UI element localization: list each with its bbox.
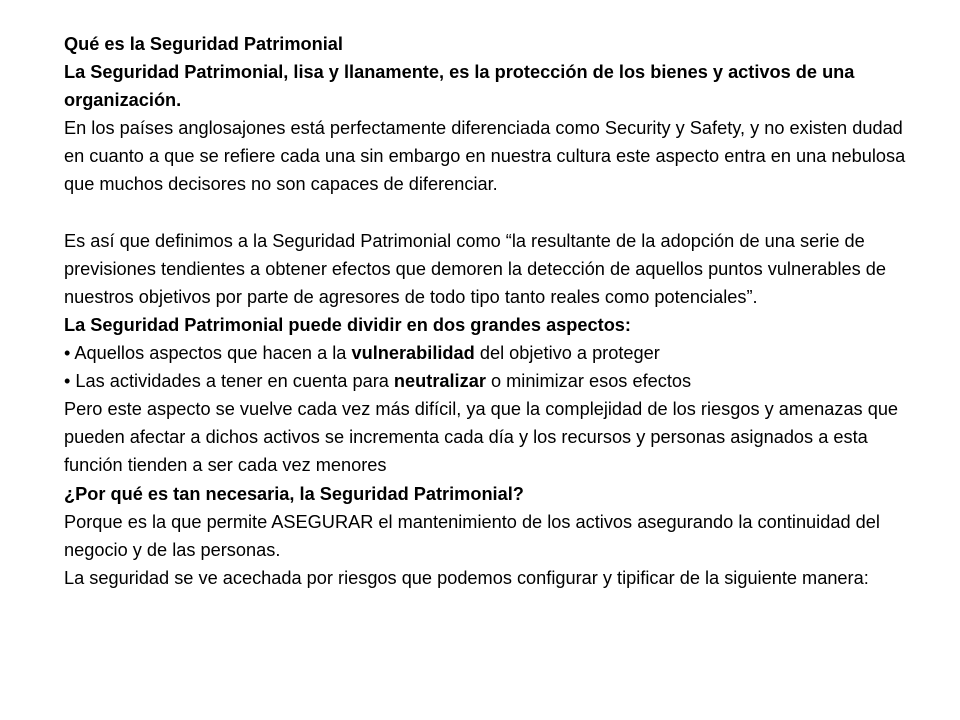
paragraph-risks: La seguridad se ve acechada por riesgos que podemos configurar y tipificar de la siguiente manera: [64, 567, 869, 588]
question-heading: ¿Por qué es tan necesaria, la Seguridad Patrimonial? [64, 483, 524, 504]
bullet-item-vulnerability [64, 339, 924, 367]
blank-line [64, 199, 924, 227]
paragraph-assurance: Porque es la que permite ASEGURAR el mantenimiento de los activos asegurando la continuidad del negocio y de las personas. [64, 511, 880, 560]
paragraph-definition-quote: Es así que definimos a la Seguridad Patrimonial como “la resultante de la adopción de una serie de previsiones tendientes a obtener efectos que demoren la detección de aquellos puntos vulnerables de nuestros objetivos por parte de agresores de todo tipo tanto reales como potenciales”. [64, 230, 887, 307]
bullet-text-prefix: • Aquellos aspectos que hacen a la [64, 343, 352, 364]
paragraph-complexity: Pero este aspecto se vuelve cada vez más difícil, ya que la complejidad de los riesgos y amenazas que pueden afectar a dichos activos se incrementa cada día y los recursos y personas asignados a esta función tienden a ser cada vez menores [64, 399, 899, 476]
bullet-emphasis: vulnerabilidad [351, 343, 475, 364]
bullet-text-suffix: del objetivo a proteger [474, 343, 660, 364]
aspects-heading: La Seguridad Patrimonial puede dividir en dos grandes aspectos: [64, 314, 631, 335]
bullet-text-suffix: o minimizar esos efectos [485, 371, 692, 392]
bullet-item-neutralize [64, 367, 924, 395]
slide-text-body [64, 30, 924, 592]
definition-paragraph: La Seguridad Patrimonial, lisa y llanamente, es la protección de los bienes y activos de una organización. [64, 62, 855, 111]
bullet-text-prefix: • Las actividades a tener en cuenta para [64, 371, 394, 392]
paragraph-security-safety: En los países anglosajones está perfectamente diferenciada como Security y Safety, y no existen dudad en cuanto a que se refiere cada una sin embargo en nuestra cultura este aspecto entra en una nebulosa que muchos decisores no son capaces de diferenciar. [64, 118, 906, 195]
bullet-emphasis: neutralizar [393, 371, 486, 392]
document-title: Qué es la Seguridad Patrimonial [64, 34, 343, 54]
